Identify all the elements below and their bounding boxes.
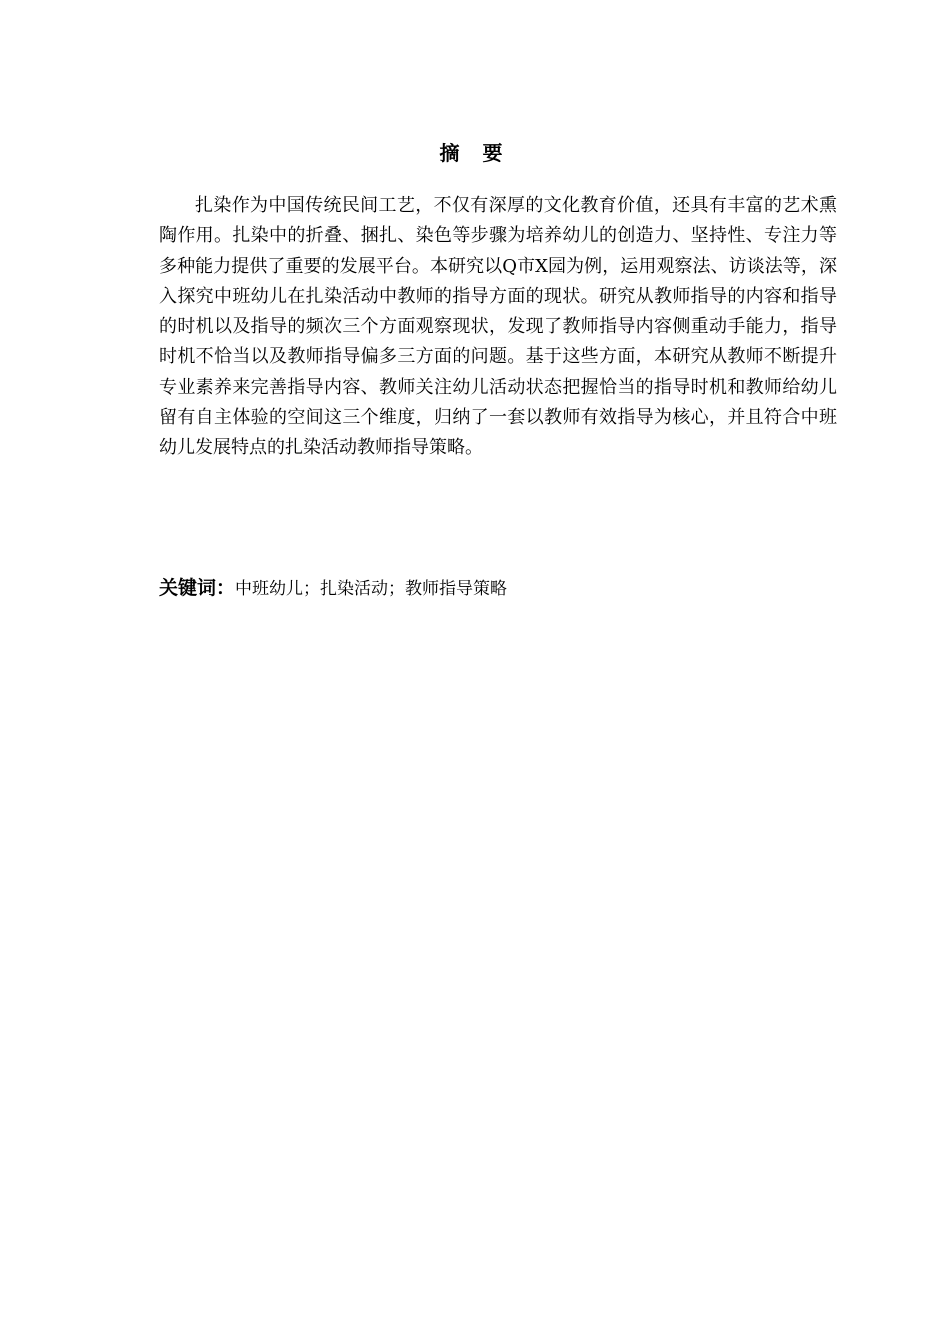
keywords-line — [159, 573, 837, 604]
keywords-label: 关键词： — [159, 577, 236, 599]
abstract-paragraph: 扎染作为中国传统民间工艺，不仅有深厚的文化教育价值，还具有丰富的艺术熏陶作用。扎染中的折叠、捆扎、染色等步骤为培养幼儿的创造力、坚持性、专注力等多种能力提供了重要的发展平台。本研究以Q市X园为例，运用观察法、访谈法等，深入探究中班幼儿在扎染活动中教师的指导方面的现状。研究从教师指导的内容和指导的时机以及指导的频次三个方面观察现状，发现了教师指导内容侧重动手能力，指导时机不恰当以及教师指导偏多三方面的问题。基于这些方面，本研究从教师不断提升专业素养来完善指导内容、教师关注幼儿活动状态把握恰当的指导时机和教师给幼儿留有自主体验的空间这三个维度，归纳了一套以教师有效指导为核心，并且符合中班幼儿发展特点的扎染活动教师指导策略。 — [159, 195, 837, 459]
abstract-title: 摘 要 — [439, 141, 511, 165]
keywords-text: 中班幼儿；扎染活动；教师指导策略 — [235, 579, 508, 599]
